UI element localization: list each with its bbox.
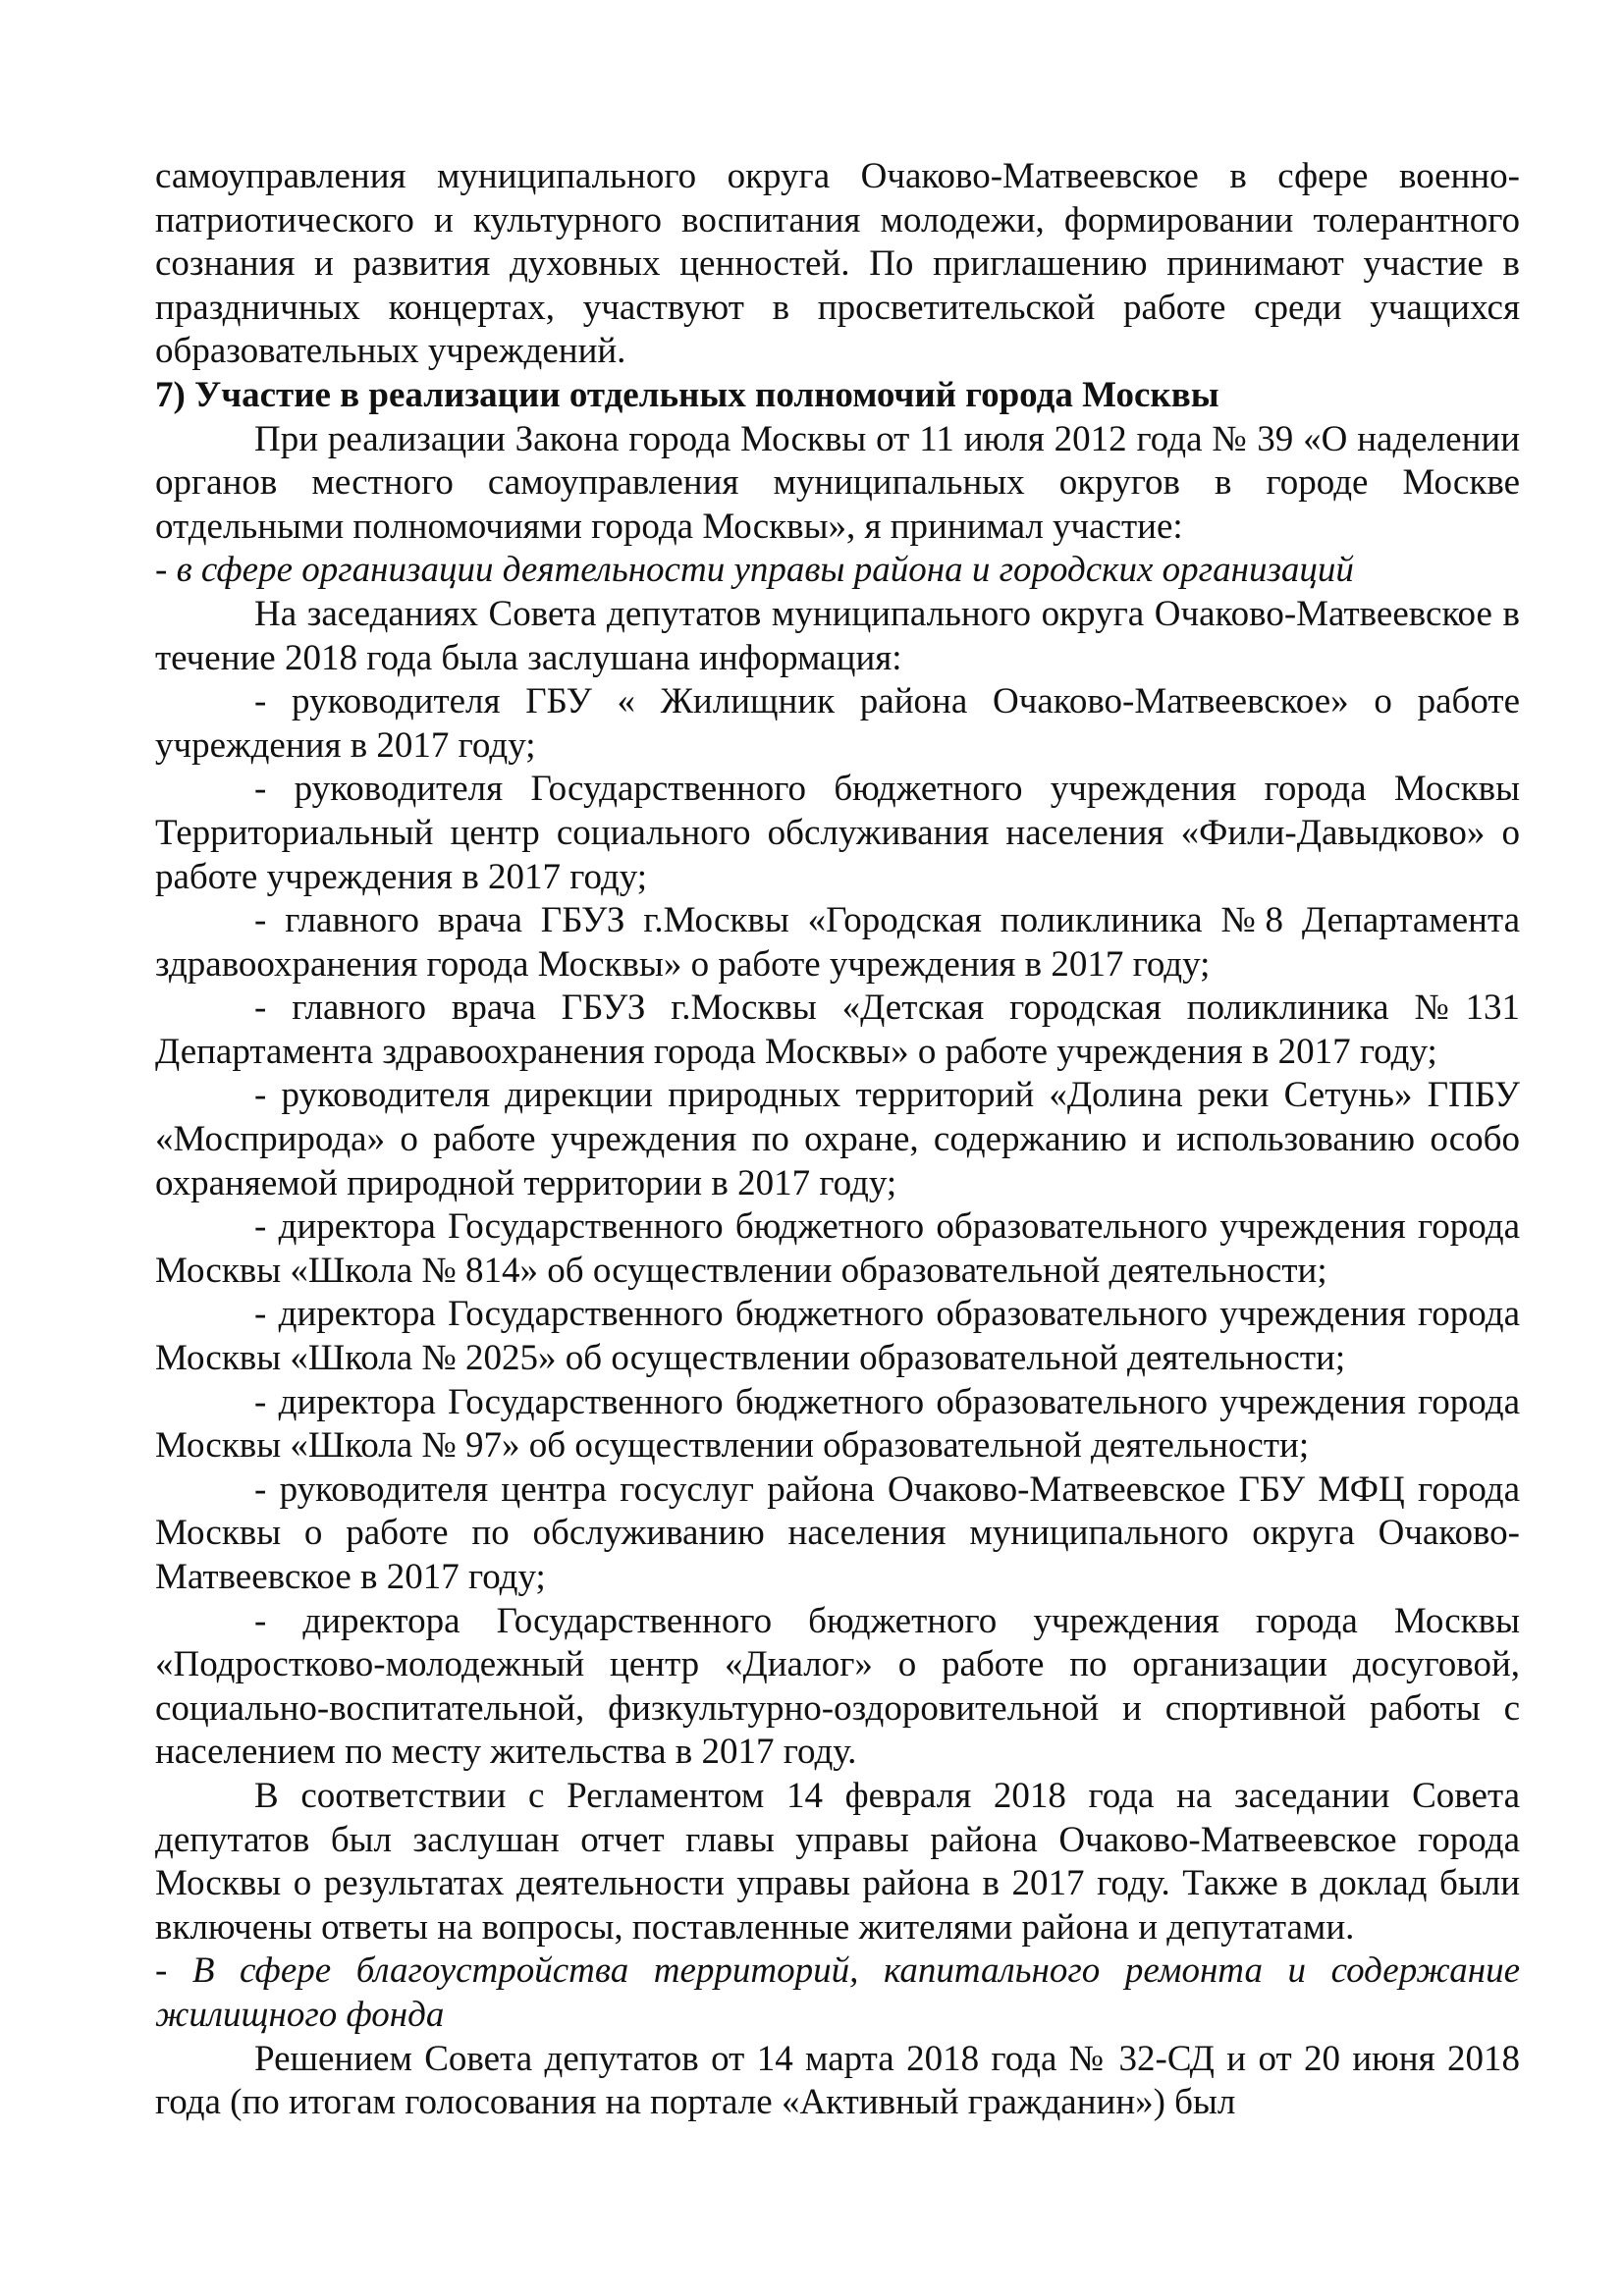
section-heading-7: 7) Участие в реализации отдельных полномочий города Москвы [155, 374, 1219, 415]
paragraph-intro: самоуправления муниципального округа Очаково-Матвеевское в сфере военно-патриотического и культурного воспитания молодежи, формировании толерантного сознания и развития духовных ценностей. По приглашению принимают участие в праздничных концертах, участвуют в просветительской работе среди учащихся образовательных учреждений. [155, 156, 1520, 372]
list-item: - директора Государственного бюджетного образовательного учреждения города Москвы «Школа № 814» об осуществлении образовательной деятельности; [155, 1206, 1520, 1291]
subsection-heading-improvement: - В сфере благоустройства территорий, капитального ремонта и содержание жилищного фонда [155, 1950, 1520, 2035]
list-item: - директора Государственного бюджетного учреждения города Москвы «Подростково-молодежный центр «Диалог» о работе по организации досуговой, социально-воспитательной, физкультурно-оздоровительной и спортивной работы с населением по месту жительства в 2017 году. [155, 1600, 1520, 1773]
list-item: - руководителя центра госуслуг района Очаково-Матвеевское ГБУ МФЦ города Москвы о работе по обслуживанию населения муниципального округа Очаково-Матвеевское в 2017 году; [155, 1468, 1520, 1597]
list-item: - руководителя дирекции природных территорий «Долина реки Сетунь» ГПБУ «Мосприрода» о работе учреждения по охране, содержанию и использованию особо охраняемой природной территории в 2017 году; [155, 1075, 1520, 1203]
document-page [155, 155, 1520, 2125]
list-item: - директора Государственного бюджетного образовательного учреждения города Москвы «Школа № 97» об осуществлении образовательной деятельности; [155, 1381, 1520, 1467]
paragraph-decision: Решением Совета депутатов от 14 марта 2018 года № 32-СД и от 20 июня 2018 года (по итогам голосования на портале «Активный гражданин») был [155, 2038, 1520, 2123]
paragraph-report: В соответствии с Регламентом 14 февраля 2018 года на заседании Совета депутатов был заслушан отчет главы управы района Очаково-Матвеевское города Москвы о результатах деятельности управы района в 2017 году. Также в доклад были включены ответы на вопросы, поставленные жителями района и депутатами. [155, 1775, 1520, 1948]
subsection-heading-management: - в сфере организации деятельности управы района и городских организаций [155, 550, 1354, 591]
paragraph-sessions: На заседаниях Совета депутатов муниципального округа Очаково-Матвеевское в течение 2018 года была заслушана информация: [155, 593, 1520, 678]
list-item: - главного врача ГБУЗ г.Москвы «Городская поликлиника №8 Департамента здравоохранения города Москвы» о работе учреждения в 2017 году; [155, 900, 1520, 985]
list-item: - руководителя Государственного бюджетного учреждения города Москвы Территориальный центр социального обслуживания населения «Фили-Давыдково» о работе учреждения в 2017 году; [155, 769, 1520, 897]
list-item: - руководителя ГБУ « Жилищник района Очаково-Матвеевское» о работе учреждения в 2017 году; [155, 681, 1520, 766]
list-item: - директора Государственного бюджетного образовательного учреждения города Москвы «Школа № 2025» об осуществлении образовательной деятельности; [155, 1294, 1520, 1379]
paragraph-law: При реализации Закона города Москвы от 11 июля 2012 года № 39 «О наделении органов местного самоуправления муниципальных округов в городе Москве отдельными полномочиями города Москвы», я принимал участие: [155, 418, 1520, 547]
list-item: - главного врача ГБУЗ г.Москвы «Детская городская поликлиника №131 Департамента здравоохранения города Москвы» о работе учреждения в 2017 году; [155, 988, 1520, 1072]
